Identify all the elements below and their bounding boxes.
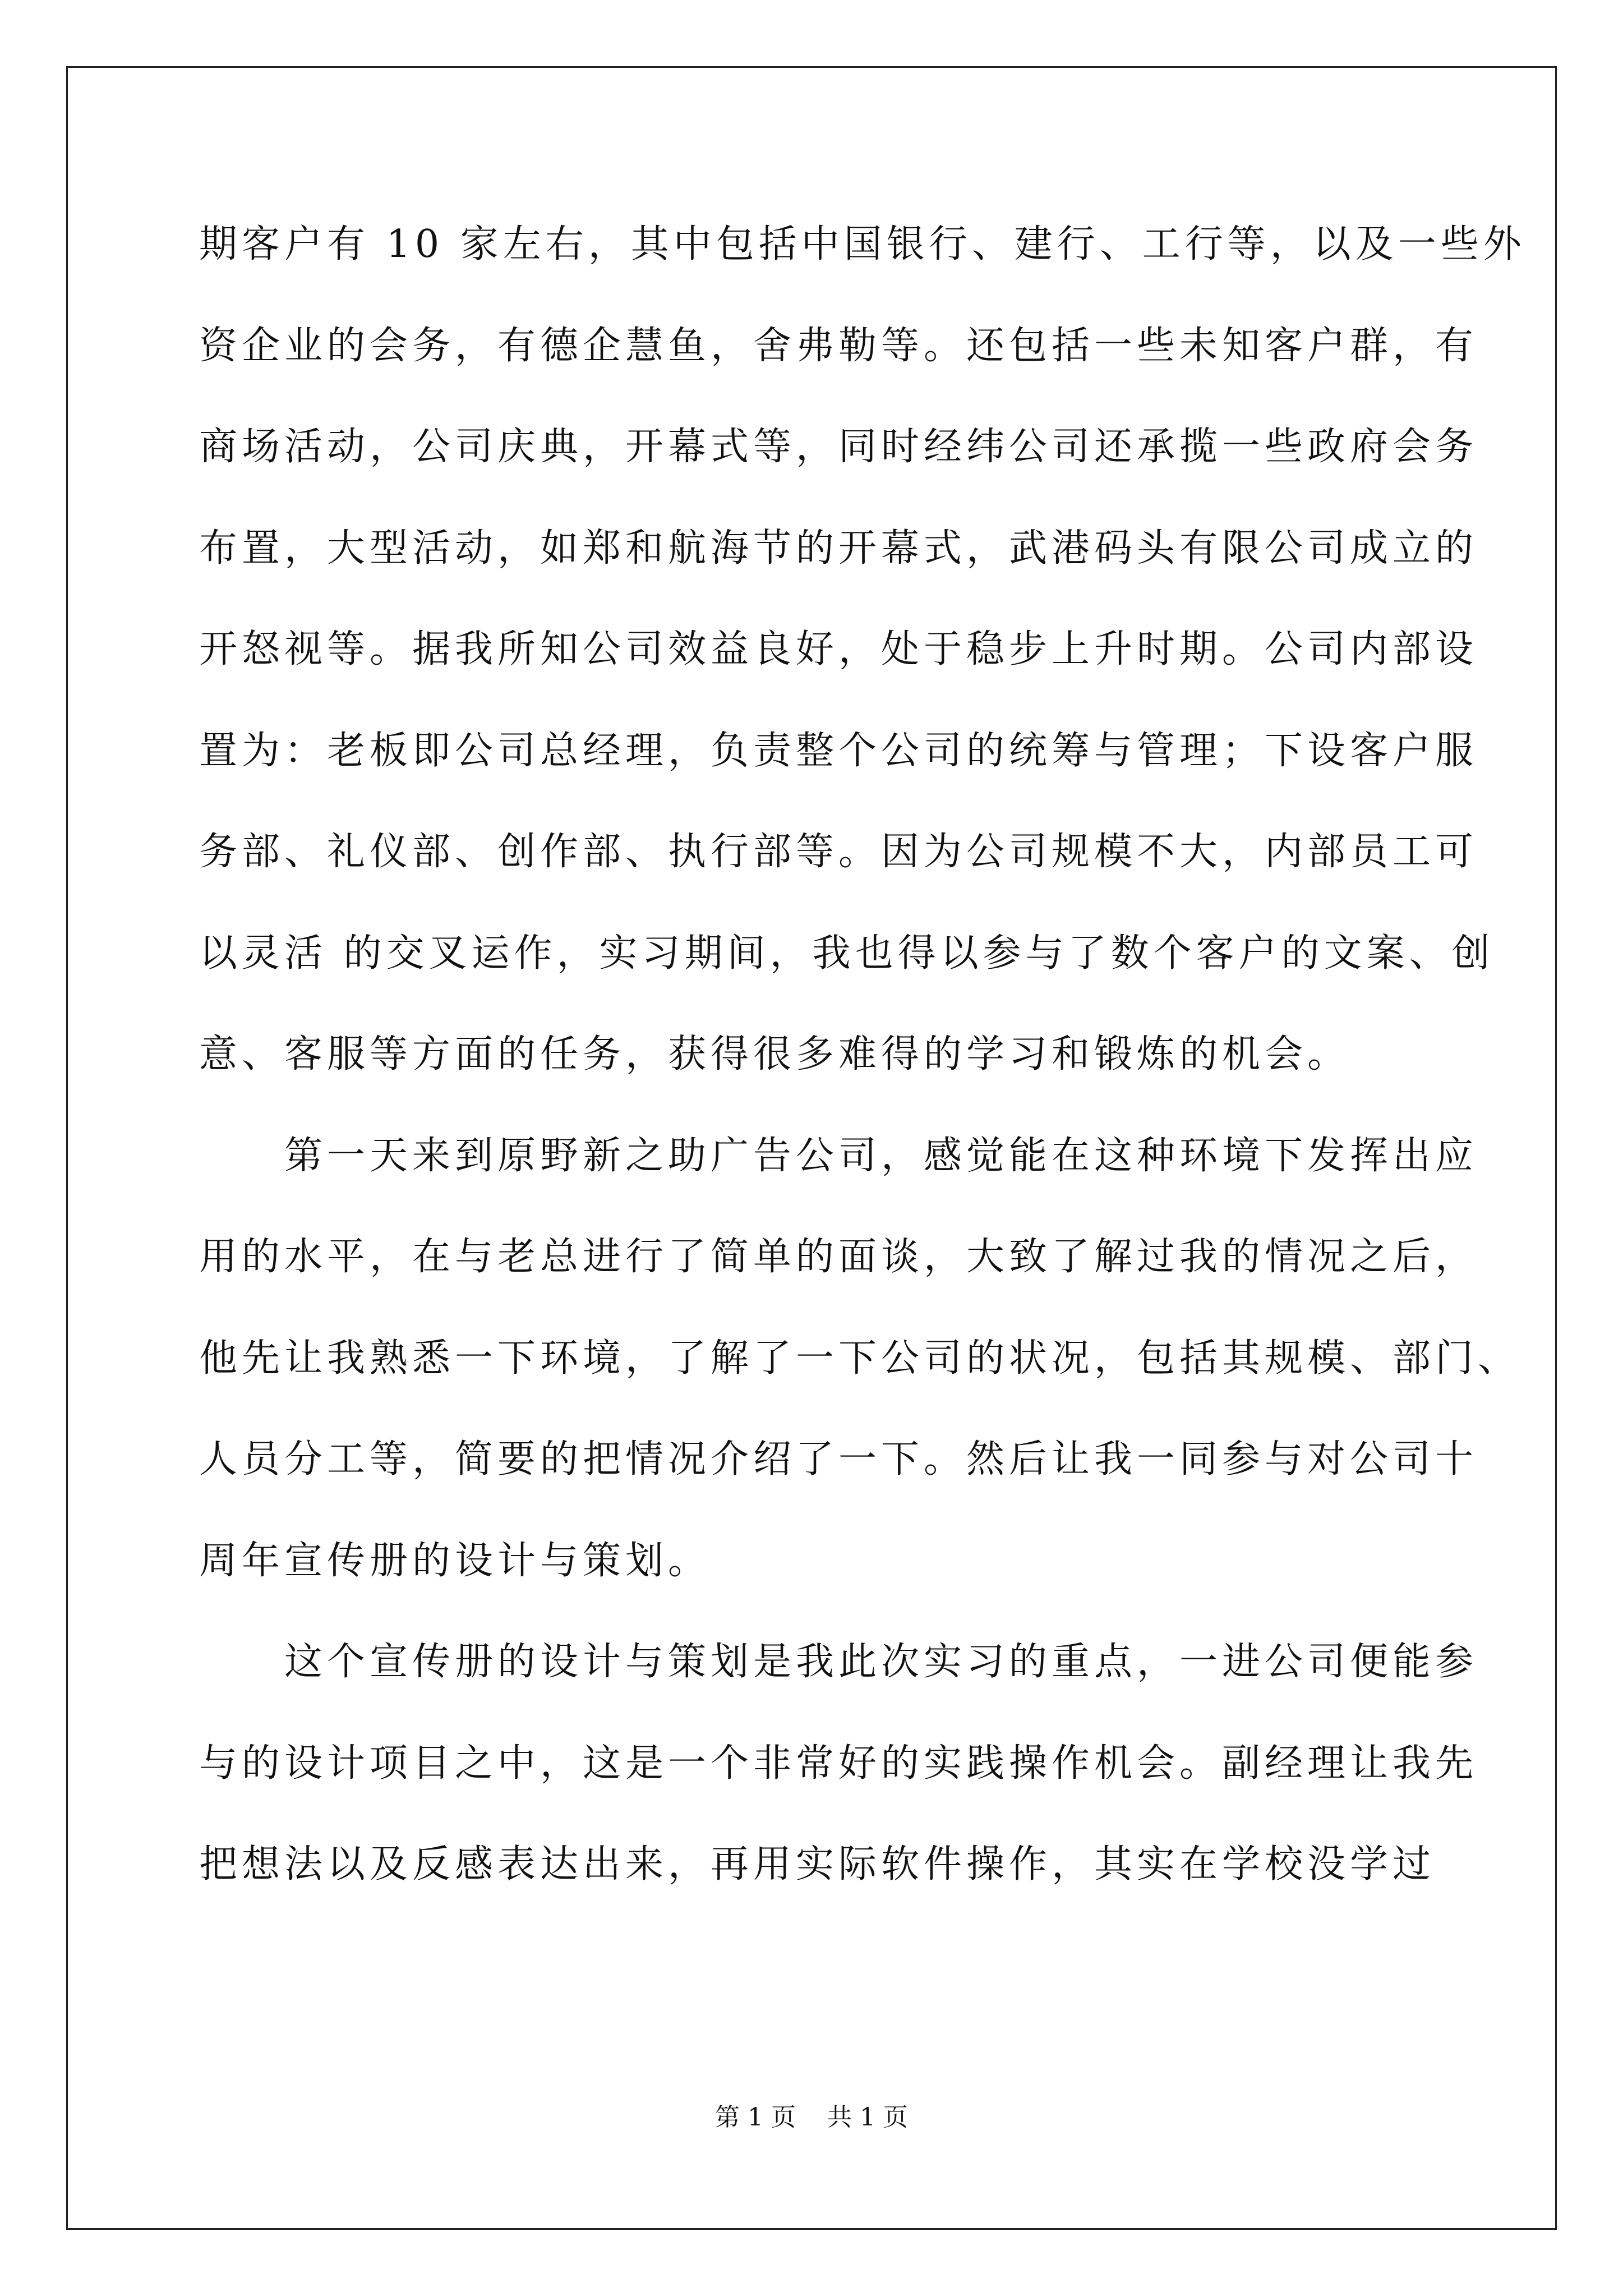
- text-line: 周年宣传册的设计与策划。: [199, 1538, 711, 1583]
- text-line: 期客户有 10 家左右，其中包括中国银行、建行、工行等，以及一些外: [199, 222, 1526, 266]
- text-line: 用的水平，在与老总进行了简单的面谈，大致了解过我的情况之后，: [199, 1235, 1478, 1279]
- text-line: 资企业的会务，有德企慧鱼，舍弗勒等。还包括一些未知客户群，有: [199, 323, 1478, 368]
- text-line: 务部、礼仪部、创作部、执行部等。因为公司规模不大，内部员工可: [199, 830, 1478, 874]
- paragraph-start-line: 第一天来到原野新之助广告公司，感觉能在这种环境下发挥出应: [199, 1133, 1478, 1178]
- text-line: 人员分工等，简要的把情况介绍了一下。然后让我一同参与对公司十: [199, 1437, 1478, 1481]
- text-line: 意、客服等方面的任务，获得很多难得的学习和锻炼的机会。: [199, 1032, 1350, 1076]
- text-line: 置为：老板即公司总经理，负责整个公司的统筹与管理；下设客户服: [199, 728, 1478, 773]
- paragraph-start-line: 这个宣传册的设计与策划是我此次实习的重点，一进公司便能参: [199, 1640, 1478, 1684]
- page-number-footer: 第 1 页 共 1 页: [715, 2103, 908, 2132]
- text-line: 他先让我熟悉一下环境，了解了一下公司的状况，包括其规模、部门、: [199, 1336, 1521, 1381]
- text-line: 以灵活 的交叉运作，实习期间，我也得以参与了数个客户的文案、创: [199, 931, 1495, 976]
- text-line: 商场活动，公司庆典，开幕式等，同时经纬公司还承揽一些政府会务: [199, 425, 1478, 469]
- text-line: 开怒视等。据我所知公司效益良好，处于稳步上升时期。公司内部设: [199, 627, 1478, 671]
- text-line: 与的设计项目之中，这是一个非常好的实践操作机会。副经理让我先: [199, 1741, 1478, 1786]
- text-line: 布置，大型活动，如郑和航海节的开幕式，武港码头有限公司成立的: [199, 526, 1478, 570]
- document-body: [199, 211, 1526, 1932]
- text-line: 把想法以及反感表达出来，再用实际软件操作，其实在学校没学过: [199, 1842, 1436, 1887]
